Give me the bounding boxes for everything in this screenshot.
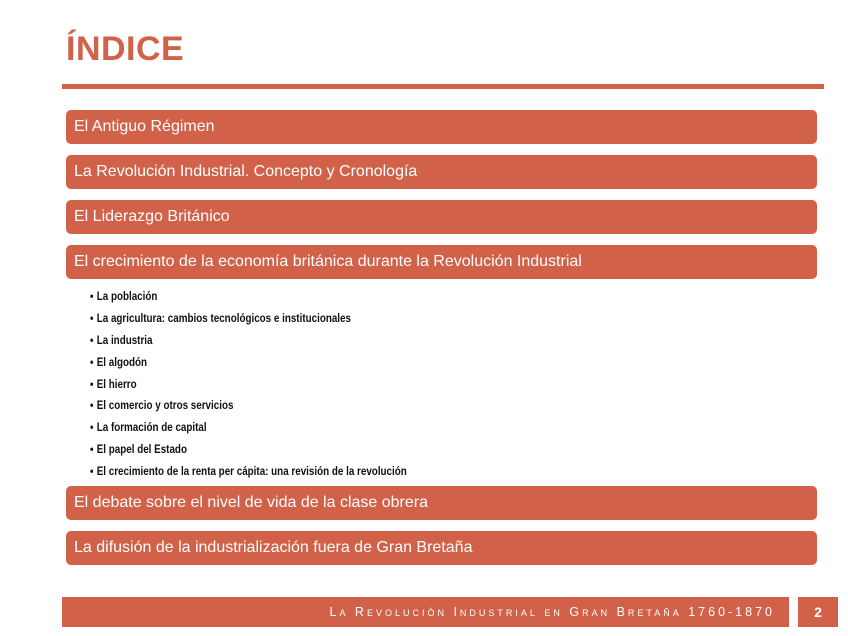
subtopic-label: El papel del Estado xyxy=(96,442,187,457)
subtopic-label: El crecimiento de la renta per cápita: una revisión de la revolución xyxy=(96,464,407,479)
subtopic-label: El hierro xyxy=(96,376,137,391)
subtopic-item xyxy=(90,286,407,308)
bullet-icon: • xyxy=(90,398,94,413)
bullet-icon: • xyxy=(90,464,94,479)
section-liderazgo-britanico: El Liderazgo Británico xyxy=(66,200,817,234)
subtopic-item xyxy=(90,417,407,439)
subtopic-label: La población xyxy=(96,289,158,303)
bullet-icon: • xyxy=(90,332,94,347)
slide-title: ÍNDICE xyxy=(66,30,185,68)
bullet-icon: • xyxy=(90,420,94,435)
subtopic-label: El comercio y otros servicios xyxy=(96,398,234,413)
section-crecimiento-economia: El crecimiento de la economía británica durante la Revolución Industrial xyxy=(66,245,817,279)
subtopic-item xyxy=(90,330,407,352)
subtopic-item xyxy=(90,352,407,374)
subtopic-item xyxy=(90,439,407,461)
bullet-icon: • xyxy=(90,442,94,457)
section-debate-nivel-de-vida: El debate sobre el nivel de vida de la clase obrera xyxy=(66,486,817,520)
bullet-icon: • xyxy=(90,354,94,369)
section-antiguo-regimen: El Antiguo Régimen xyxy=(66,110,817,144)
subtopic-item xyxy=(90,308,407,330)
subtopic-list xyxy=(90,286,476,483)
section-difusion-industrializacion: La difusión de la industrialización fuera de Gran Bretaña xyxy=(66,531,817,565)
footer-title xyxy=(62,597,789,627)
subtopic-label: El algodón xyxy=(96,354,148,369)
title-underline xyxy=(62,84,824,89)
subtopic-item xyxy=(90,395,407,417)
section-revolucion-industrial-concepto: La Revolución Industrial. Concepto y Cronología xyxy=(66,155,817,189)
subtopic-label: La formación de capital xyxy=(96,420,207,435)
subtopic-label: La agricultura: cambios tecnológicos e institucionales xyxy=(96,310,351,325)
footer-text: La Revolución Industrial en Gran Bretaña 1760-1870 xyxy=(329,605,775,619)
page-number: 2 xyxy=(798,597,838,627)
subtopic-item xyxy=(90,461,407,483)
bullet-icon: • xyxy=(90,310,94,325)
subtopic-item xyxy=(90,374,407,396)
subtopic-label: La industria xyxy=(96,332,153,347)
bullet-icon: • xyxy=(90,289,94,303)
bullet-icon: • xyxy=(90,376,94,391)
